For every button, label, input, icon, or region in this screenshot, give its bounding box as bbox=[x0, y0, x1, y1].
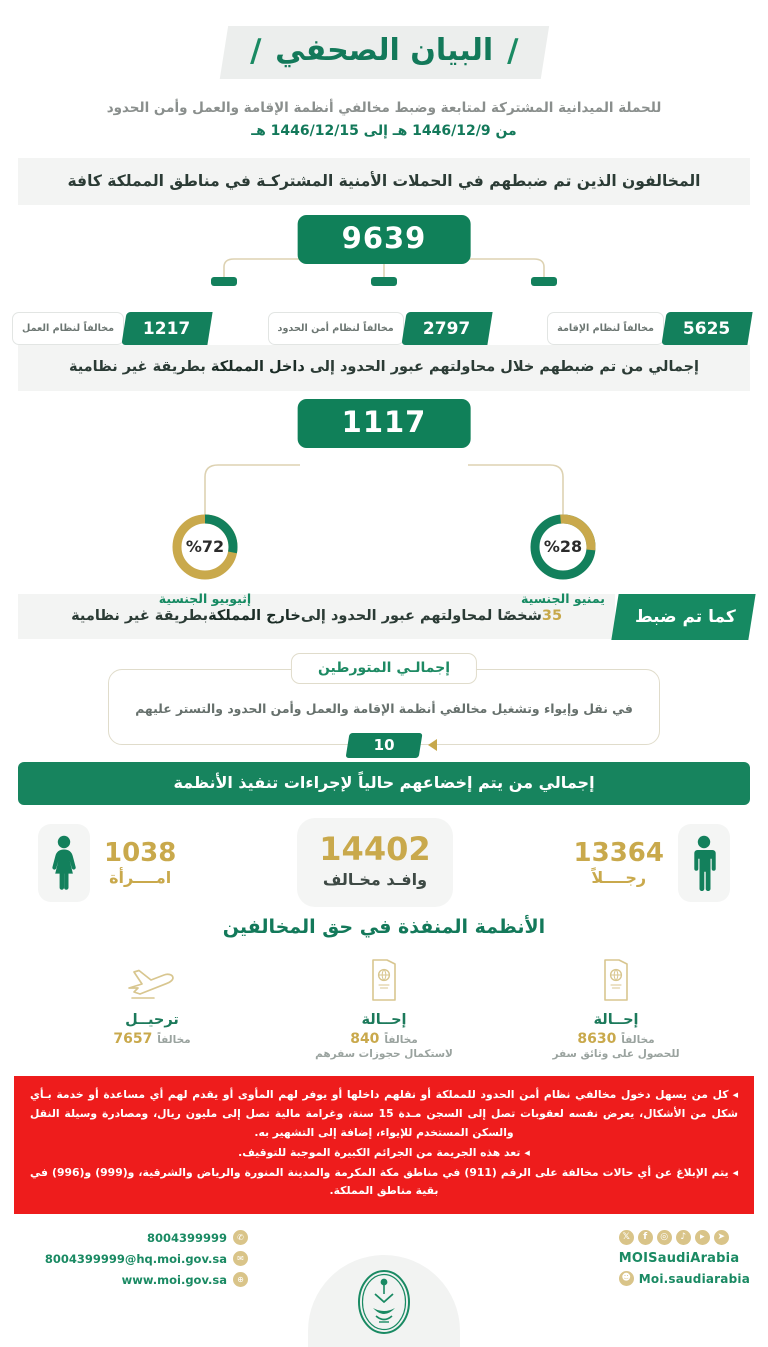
notice-text-1: تعد هذه الجريمة من الجرائم الكبيرة الموجبة للتوقيف. bbox=[238, 1145, 521, 1159]
applied-name-1: إحــالة bbox=[361, 1012, 407, 1029]
contact-website bbox=[18, 1272, 248, 1287]
contact-email-text: 8004399999@hq.moi.gov.sa bbox=[44, 1251, 227, 1266]
notice-bullet-0: ◂ bbox=[732, 1088, 738, 1102]
nationality-block-yemeni bbox=[498, 511, 628, 606]
donut-yemeni bbox=[527, 511, 599, 583]
contact-phone-text: 8004399999 bbox=[146, 1230, 227, 1245]
applied-count-label-1: مخالفاً bbox=[384, 1034, 418, 1047]
violators-tree bbox=[0, 215, 768, 345]
telegram-icon[interactable]: ➤ bbox=[714, 1230, 729, 1245]
passport-icon-svg bbox=[367, 956, 401, 1004]
inbound-total-pill bbox=[298, 399, 471, 448]
inbound-band-bold: داخل المملكة bbox=[210, 358, 305, 375]
outbound-text-before: شخصًا لمحاولتهم عبور الحدود إلى bbox=[300, 607, 542, 624]
applied-item-referral-documents bbox=[531, 952, 701, 1062]
donut-yemeni-percent: %28 bbox=[543, 537, 583, 557]
procedures-women bbox=[38, 824, 176, 902]
applied-systems-row bbox=[0, 938, 768, 1062]
women-count: 1038 bbox=[104, 837, 177, 868]
men-count: 13364 bbox=[573, 837, 664, 868]
footer-social bbox=[619, 1230, 750, 1286]
snapchat-row bbox=[619, 1271, 750, 1286]
women-label: امــــرأة bbox=[109, 868, 172, 888]
donut-ethiopian-label: إثيوبيو الجنسية bbox=[158, 590, 252, 606]
notice-line-1 bbox=[30, 1144, 738, 1163]
footer-contacts bbox=[18, 1230, 248, 1293]
contact-website-text[interactable]: www.moi.gov.sa bbox=[121, 1272, 227, 1287]
airplane-icon bbox=[67, 952, 237, 1008]
outbound-section bbox=[18, 594, 750, 640]
contact-email bbox=[18, 1251, 248, 1266]
violator-value-work: 1217 bbox=[121, 312, 212, 345]
applied-count-value-1: 840 bbox=[350, 1031, 380, 1048]
inbound-tree bbox=[0, 399, 768, 606]
airplane-icon-svg bbox=[126, 958, 178, 1002]
violators-band: المخالفون الذين تم ضبطهم في الحملات الأمنية المشتركـة في مناطق المملكة كافة bbox=[18, 158, 750, 205]
passport-icon bbox=[299, 952, 469, 1008]
inbound-band-prefix: إجمالي من تم ضبطهم خلال محاولتهم عبور الحدود إلى bbox=[304, 358, 700, 375]
men-label: رجــــلاً bbox=[591, 868, 647, 888]
nationality-block-ethiopian bbox=[140, 511, 270, 606]
violator-item-work bbox=[18, 312, 210, 345]
applied-item-deportation bbox=[67, 952, 237, 1062]
header bbox=[0, 0, 768, 144]
title-banner bbox=[219, 26, 548, 79]
applied-count-2 bbox=[67, 1031, 237, 1047]
violators-total-value: 9639 bbox=[298, 215, 471, 264]
donut-yemeni-label: يمنيو الجنسية bbox=[521, 590, 605, 606]
total-expats-label: وافـد مخـالف bbox=[322, 870, 428, 890]
applied-count-1 bbox=[299, 1031, 469, 1047]
snapchat-handle: Moi.saudiarabia bbox=[638, 1271, 750, 1286]
outbound-text-after: بطريقة غير نظامية bbox=[71, 607, 209, 624]
page-title: البيان الصحفي bbox=[275, 33, 494, 68]
applied-name-2: ترحيــل bbox=[125, 1012, 179, 1029]
applied-count-label-0: مخالفاً bbox=[621, 1034, 655, 1047]
inbound-section bbox=[0, 345, 768, 606]
violator-value-residency: 5625 bbox=[661, 312, 752, 345]
procedures-band: إجمالي من يتم إخضاعهم حالياً لإجراءات تنفيذ الأنظمة bbox=[18, 762, 750, 805]
email-icon: ✉ bbox=[233, 1251, 248, 1266]
procedures-people-row bbox=[0, 805, 768, 910]
violator-item-residency bbox=[553, 312, 750, 345]
involved-count-badge: 10 bbox=[346, 733, 423, 758]
tiktok-icon[interactable]: ♪ bbox=[676, 1230, 691, 1245]
applied-name-0: إحــالة bbox=[593, 1012, 639, 1029]
involved-title: إجمالـي المتورطين bbox=[291, 653, 477, 684]
violator-item-border bbox=[274, 312, 490, 345]
notice-line-2 bbox=[30, 1164, 738, 1202]
social-icon-row bbox=[619, 1230, 750, 1245]
applied-count-value-0: 8630 bbox=[577, 1031, 617, 1048]
men-stat bbox=[574, 839, 664, 888]
violators-total-pill bbox=[298, 215, 471, 264]
notice-text-2: يتم الإبلاغ عن أي حالات مخالفة على الرقم (911) في مناطق مكة المكرمة والمدينة المنورة والرياض والشرقية، و(999) و(996) في بقية مناطق المملكة. bbox=[30, 1165, 729, 1198]
woman-icon-svg bbox=[48, 835, 80, 891]
procedures-center-stat bbox=[297, 818, 453, 907]
title-slash-right: / bbox=[507, 32, 519, 69]
notice-bullet-2: ◂ bbox=[732, 1165, 738, 1179]
outbound-count: 35 bbox=[541, 607, 563, 624]
connector-stub-border bbox=[371, 277, 397, 286]
violator-label-residency: مخالفاً لنظام الإقامة bbox=[547, 312, 664, 345]
outbound-tab-label: كما تم ضبط bbox=[635, 606, 736, 627]
globe-icon: ⊕ bbox=[233, 1272, 248, 1287]
instagram-icon[interactable]: ◎ bbox=[657, 1230, 672, 1245]
header-subtitle: للحملة الميدانية المشتركة لمتابعة وضبط مخالفي أنظمة الإقامة والعمل وأمن الحدود bbox=[106, 99, 662, 116]
facebook-icon[interactable]: f bbox=[638, 1230, 653, 1245]
outbound-text-bold: خارج المملكة bbox=[208, 607, 301, 624]
connector-stub-work bbox=[211, 277, 237, 286]
women-stat bbox=[104, 839, 176, 888]
applied-systems-section bbox=[0, 910, 768, 1062]
moi-emblem-svg bbox=[353, 1264, 415, 1338]
man-icon bbox=[678, 824, 730, 902]
applied-systems-title: الأنظمة المنفذة في حق المخالفين bbox=[222, 916, 546, 939]
outbound-tab bbox=[612, 594, 756, 640]
woman-icon bbox=[38, 824, 90, 902]
applied-count-label-2: مخالفاً bbox=[157, 1034, 191, 1047]
title-slash-left: / bbox=[249, 32, 262, 69]
snapchat-icon[interactable]: ☻ bbox=[619, 1271, 634, 1286]
moi-emblem-icon bbox=[308, 1255, 460, 1347]
donut-ethiopian bbox=[169, 511, 241, 583]
applied-sub-0: للحصول على وثائق سفر bbox=[552, 1048, 680, 1061]
inbound-band bbox=[18, 345, 750, 391]
inbound-total-value: 1117 bbox=[298, 399, 471, 448]
notice-line-0 bbox=[30, 1086, 738, 1143]
total-expats-count: 14402 bbox=[319, 830, 431, 869]
youtube-icon[interactable]: ▸ bbox=[695, 1230, 710, 1245]
violators-section bbox=[0, 158, 768, 345]
header-date-range: من 1446/12/9 هـ إلى 1446/12/15 هـ bbox=[251, 122, 517, 139]
involved-section bbox=[0, 651, 768, 756]
applied-sub-1: لاستكمال حجوزات سفرهم bbox=[315, 1048, 453, 1061]
applied-count-value-2: 7657 bbox=[113, 1031, 153, 1048]
connector-stub-residency bbox=[531, 277, 557, 286]
x-twitter-icon[interactable]: 𝕏 bbox=[619, 1230, 634, 1245]
inbound-band-suffix: بطريقة غير نظامية bbox=[68, 358, 211, 375]
social-handle: MOISaudiArabia bbox=[618, 1251, 740, 1267]
involved-description: في نقل وإيواء وتشغيل مخالفي أنظمة الإقامة والعمل وأمن الحدود والتستر عليهم bbox=[135, 701, 633, 717]
notice-text-0: كل من يسهل دخول مخالفي نظام أمن الحدود للمملكة أو نقلهم داخلها أو يوفر لهم المأوى أو يقدم لهم أي مساعدة أو خدمة بـأي شكل من الأشكال، يعرض نفسه لعقوبات تصل إلى السجن مـدة 15 سنة، وغرامة مالية تصل إلى مليون ريال، ومصادرة وسيلة النقل والسكن المستخدم للإيواء، إضافة إلى التشهير به. bbox=[30, 1088, 739, 1139]
legal-notice bbox=[14, 1076, 754, 1214]
violator-value-border: 2797 bbox=[401, 312, 492, 345]
applied-item-referral-bookings bbox=[299, 952, 469, 1062]
applied-count-0 bbox=[531, 1031, 701, 1047]
procedures-section bbox=[0, 756, 768, 910]
violator-label-border: مخالفاً لنظام أمن الحدود bbox=[268, 312, 404, 345]
phone-icon: ✆ bbox=[233, 1230, 248, 1245]
passport-icon-svg bbox=[599, 956, 633, 1004]
procedures-men bbox=[574, 824, 730, 902]
contact-phone bbox=[18, 1230, 248, 1245]
violators-leaf-row bbox=[0, 312, 768, 345]
notice-bullet-1: ◂ bbox=[524, 1145, 530, 1159]
passport-icon bbox=[531, 952, 701, 1008]
donut-ethiopian-percent: %72 bbox=[185, 537, 225, 557]
man-icon-svg bbox=[689, 835, 719, 891]
involved-arrow-icon bbox=[428, 739, 437, 751]
violator-label-work: مخالفاً لنظام العمل bbox=[12, 312, 124, 345]
footer bbox=[0, 1214, 768, 1347]
